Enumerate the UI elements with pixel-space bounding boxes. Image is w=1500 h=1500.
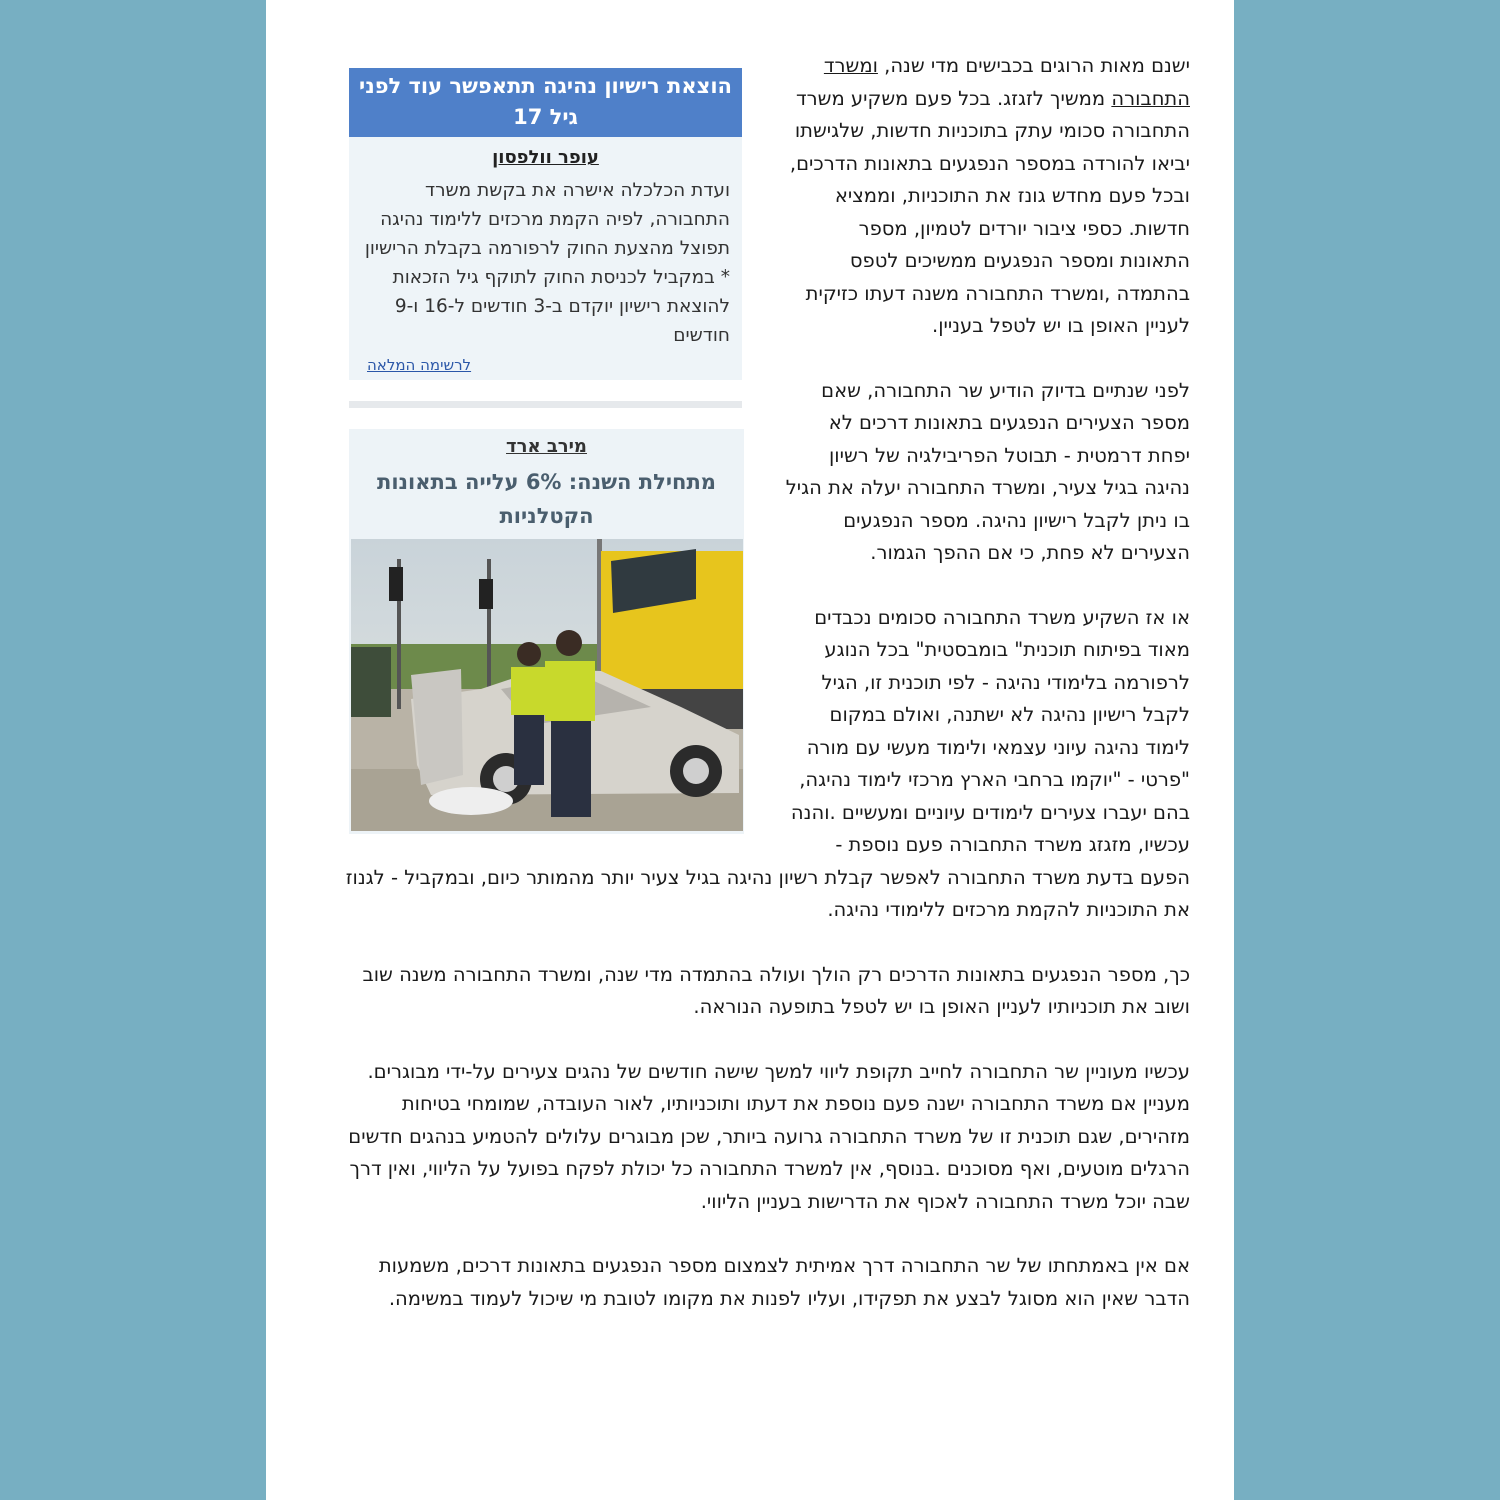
sidebar-divider: [349, 401, 742, 408]
paragraph-1: ישנם מאות הרוגים בכבישים מדי שנה, ומשרד התחבורה ממשיך לזגזג. בכל פעם משקיע משרד התחבורה סכומי עתק בתוכניות חדשות, שלגישתו יביאו להורדה במספר הנפגעים בתאונות הדרכים, ובכל פעם מחדש גונז את התוכניות, וממציא חדשות. כספי ציבור יורדים לטמיון, מספר התאונות ומספר הנפגעים ממשיכים לטפס בהתמדה ,ומשרד התחבורה משנה דעתו כזיקית לעניין האופן בו יש לטפל בעניין.: [789, 54, 1190, 337]
paragraph-4: כך, מספר הנפגעים בתאונות הדרכים רק הולך ועולה בהתמדה מדי שנה, ומשרד התחבורה משנה שוב ושוב את תוכניותיו לעניין האופן בו יש לטפל בתופעה הנוראה.: [362, 962, 1190, 1018]
car-crash-photo: [351, 539, 743, 831]
paragraph-5: עכשיו מעוניין שר התחבורה לחייב תקופת ליווי למשך שישה חודשים של נהגים צעירים על-ידי מבוגרים. מעניין אם משרד התחבורה ישנה פעם נוספת את דעתו ותוכניותיו, לאור העובדה, שמומחי בטיחות מזהירים, שגם תוכנית זו של משרד התחבורה גרועה ביותר, שכן מבוגרים עלולים להטמיע בנהגים חדשים הרגלים מוטעים, ואף מסוכנים .בנוסף, אין למשרד התחבורה כל יכולת לפקח בפועל על הליווי, ואין דרך שבה יוכל משרד התחבורה לאכוף את הדרישות בעניין הליווי.: [348, 1059, 1190, 1213]
full-list-link[interactable]: לרשימה המלאה: [367, 356, 472, 374]
news-box-license-age: [349, 68, 742, 380]
news-box-2-author: מירב ארד: [506, 436, 587, 457]
ministry-link[interactable]: ומשרד התחבורה: [823, 54, 1190, 110]
news-box-summary: ועדת הכלכלה אישרה את בקשת משרד התחבורה, לפיה הקמת מרכזים ללימוד נהיגה תפוצל מהצעת החוק לרפורמה בקבלת הרישיון * במקביל לכניסת החוק לתוקף גיל הזכאות להוצאת רישיון יוקדם ב-3 חודשים ל-16 ו-9 חודשים: [364, 180, 730, 346]
news-box-author: עופר וולפסון: [492, 147, 599, 168]
paragraph-6: אם אין באמתחתו של שר התחבורה דרך אמיתית לצמצום מספר הנפגעים בתאונות דרכים, משמעות הדבר שאין הוא מסוגל לבצע את תפקידו, ועליו לפנות את מקומו לטובת מי שיכול לעמוד במשימה.: [378, 1254, 1190, 1310]
paragraph-3: או אז השקיע משרד התחבורה סכומים נכבדים מאוד בפיתוח תוכנית" בומבסטית" בכל הנוגע לרפורמה בלימודי נהיגה - לפי תוכנית זו, הגיל לקבל רישיון נהיגה לא ישתנה, ואולם במקום לימוד נהיגה עיוני עצמאי ולימוד מעשי עם מורה "פרטי - "יוקמו ברחבי הארץ מרכזי לימוד נהיגה, בהם יעברו צעירים לימודים עיוניים ומעשיים .והנה עכשיו, מזגזג משרד התחבורה פעם נוספת - הפעם בדעת משרד התחבורה לאפשר קבלת רשיון נהיגה בגיל צעיר יותר מהמותר כיום, ובמקביל - לגנוז את התוכניות להקמת מרכזים ללימודי נהיגה.: [345, 605, 1190, 921]
news-box-2-headline[interactable]: מתחילת השנה: 6% עלייה בתאונות הקטלניות: [376, 470, 716, 528]
news-box-headline[interactable]: הוצאת רישיון נהיגה תתאפשר עוד לפני גיל 17: [349, 68, 742, 137]
news-box-accidents: [349, 429, 744, 834]
paragraph-2: לפני שנתיים בדיוק הודיע שר התחבורה, שאם מספר הצעירים הנפגעים בתאונות דרכים לא יפחת דרמטית - תבוטל הפריבילגיה של רשיון נהיגה בגיל צעיר, ומשרד התחבורה יעלה את הגיל בו ניתן לקבל רישיון נהיגה. מספר הנפגעים הצעירים לא פחת, כי אם ההפך הגמור.: [785, 378, 1190, 564]
